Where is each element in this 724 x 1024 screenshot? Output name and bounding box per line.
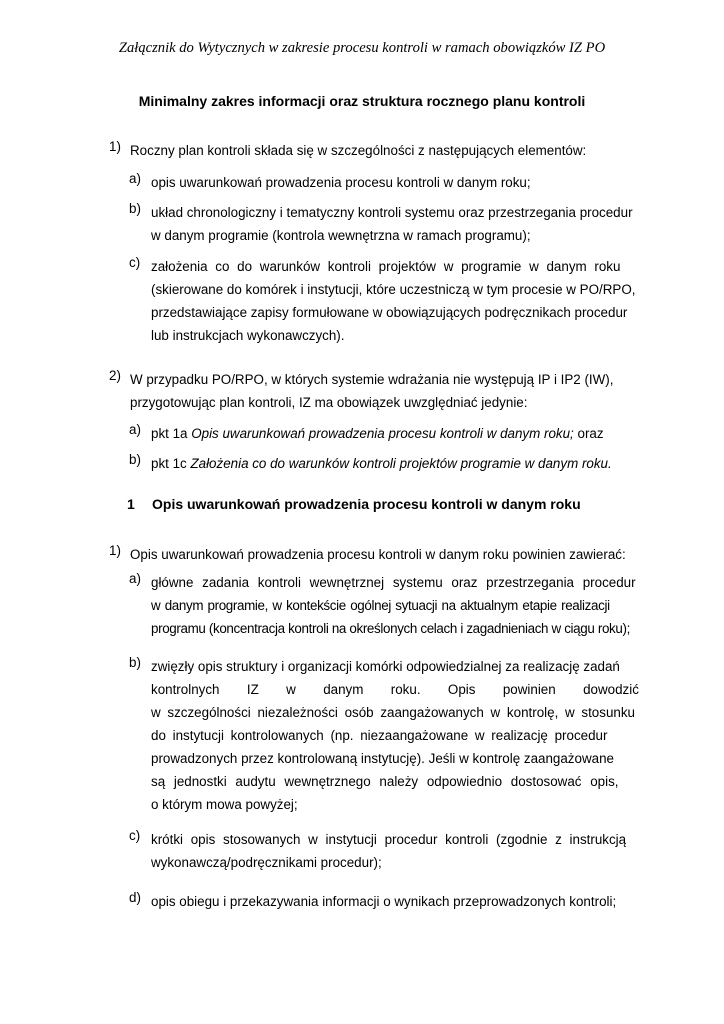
word: powinien <box>502 682 556 697</box>
item-line: o którym mowa powyżej; <box>151 797 298 812</box>
annex-header: Załącznik do Wytycznych w zakresie procesu kontroli w ramach obowiązków IZ PO <box>118 40 606 56</box>
word: dowodzić <box>583 682 639 697</box>
list-letter: d) <box>129 890 141 905</box>
list-item <box>151 828 639 874</box>
paragraph <box>130 139 586 162</box>
list-letter: c) <box>129 828 141 843</box>
item-line: prowadzonych przez kontrolowaną instytucję). Jeśli w kontrolę zaangażowane <box>151 751 614 766</box>
item-line: założenia co do warunków kontroli projektów w programie w danym roku <box>151 259 621 274</box>
item-line: układ chronologiczny i tematyczny kontroli systemu oraz przestrzegania procedur <box>151 205 633 220</box>
list-item <box>151 171 639 194</box>
word: w <box>286 682 296 697</box>
section-title: Opis uwarunkowań prowadzenia procesu kontroli w danym roku <box>152 496 581 512</box>
item-line: zwięzły opis struktury i organizacji komórki odpowiedzialnej za realizację zadań <box>151 659 620 674</box>
list-item <box>151 571 639 640</box>
item-line: lub instrukcjach wykonawczych). <box>151 328 345 343</box>
section-number: 1 <box>127 496 135 512</box>
item-line <box>151 422 639 445</box>
paragraph-line: przygotowując plan kontroli, IZ ma obowiązek uwzględniać jedynie: <box>130 395 528 410</box>
item-line: przedstawiające zapisy formułowane w obowiązujących podręcznikach procedur <box>151 305 628 320</box>
list-item <box>151 655 639 816</box>
list-item <box>151 890 639 913</box>
list-letter: a) <box>129 422 141 437</box>
list-letter: b) <box>129 655 141 670</box>
item-line <box>151 452 639 475</box>
word: roku. <box>390 682 421 697</box>
item-line: wykonawczą/podręcznikami procedur); <box>151 855 382 870</box>
paragraph-text: Roczny plan kontroli składa się w szczególności z następujących elementów: <box>130 143 587 158</box>
list-number: 1) <box>109 543 121 558</box>
word: IZ <box>246 682 259 697</box>
item-line: w danym programie (kontrola wewnętrzna w ramach programu); <box>151 228 531 243</box>
item-text: opis uwarunkowań prowadzenia procesu kontroli w danym roku; <box>151 175 531 190</box>
list-letter: b) <box>129 201 141 216</box>
item-prefix: pkt 1a <box>151 426 192 441</box>
paragraph <box>130 543 626 566</box>
list-item <box>151 452 639 475</box>
paragraph-text: Opis uwarunkowań prowadzenia procesu kontroli w danym roku powinien zawierać: <box>130 547 626 562</box>
item-line: do instytucji kontrolowanych (np. niezaangażowane w realizację procedur <box>151 728 608 743</box>
list-letter: a) <box>129 571 141 586</box>
item-text: opis obiegu i przekazywania informacji o wynikach przeprowadzonych kontroli; <box>151 894 617 909</box>
item-italic: Opis uwarunkowań prowadzenia procesu kontroli w danym roku; <box>191 426 574 441</box>
item-line-justified <box>151 678 639 701</box>
list-item <box>151 201 639 247</box>
item-suffix: oraz <box>573 426 604 441</box>
list-letter: b) <box>129 452 141 467</box>
list-letter: c) <box>129 255 141 270</box>
item-line: krótki opis stosowanych w instytucji procedur kontroli (zgodnie z instrukcją <box>151 832 627 847</box>
word: kontrolnych <box>151 682 220 697</box>
item-prefix: pkt 1c <box>151 456 191 471</box>
item-line: w danym programie, w kontekście ogólnej sytuacji na aktualnym etapie realizacji <box>151 598 610 613</box>
item-line: programu (koncentracja kontroli na określonych celach i zagadnieniach w ciągu roku); <box>151 621 630 636</box>
list-number: 1) <box>109 139 121 154</box>
list-item <box>151 422 639 445</box>
paragraph <box>130 368 638 414</box>
item-line: główne zadania kontroli wewnętrznej systemu oraz przestrzegania procedur <box>151 575 636 590</box>
word: danym <box>323 682 364 697</box>
word: Opis <box>447 682 476 697</box>
item-line: (skierowane do komórek i instytucji, które uczestniczą w tym procesie w PO/RPO, <box>151 282 636 297</box>
page-title: Minimalny zakres informacji oraz struktura rocznego planu kontroli <box>138 93 586 109</box>
paragraph-line: W przypadku PO/RPO, w których systemie wdrażania nie występują IP i IP2 (IW), <box>130 372 614 387</box>
list-letter: a) <box>129 171 141 186</box>
list-item <box>151 255 639 347</box>
item-italic: Założenia co do warunków kontroli projektów programie w danym roku. <box>190 456 612 471</box>
item-line: w szczególności niezależności osób zaangażowanych w kontrolę, w stosunku <box>151 705 635 720</box>
list-number: 2) <box>109 368 121 383</box>
item-line: są jednostki audytu wewnętrznego należy odpowiednio dostosować opis, <box>151 774 619 789</box>
